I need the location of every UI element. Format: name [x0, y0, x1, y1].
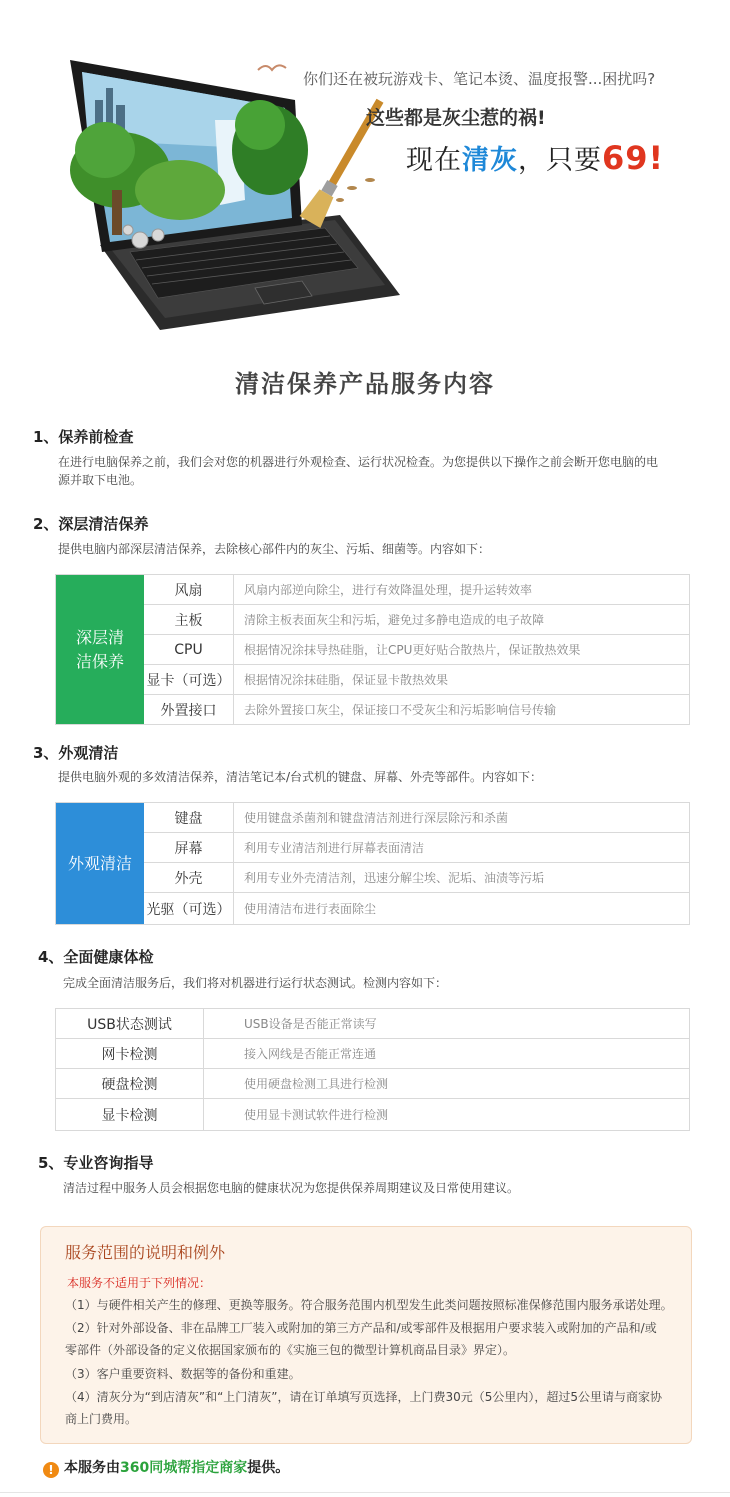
exterior-clean-table — [55, 802, 690, 925]
row-name: 主板 — [144, 605, 234, 634]
hero-offer-price: 69! — [602, 139, 665, 177]
deep-clean-side-label — [56, 575, 144, 724]
table-row — [144, 893, 689, 924]
row-name: 网卡检测 — [56, 1039, 204, 1068]
table-row — [144, 833, 689, 863]
table-row — [144, 575, 689, 605]
row-name: 显卡检测 — [56, 1099, 204, 1130]
row-value: 利用专业外壳清洁剂，迅速分解尘埃、泥垢、油渍等污垢 — [244, 871, 545, 885]
table-row — [56, 1039, 689, 1069]
row-name: 显卡（可选） — [144, 665, 234, 694]
notice-subtitle: 本服务不适用于下列情况： — [67, 1276, 212, 1290]
hero-offer-mid: ，只要 — [518, 145, 602, 176]
section-1-desc: 在进行电脑保养之前，我们会对您的机器进行外观检查、运行状况检查。为您提供以下操作之前会断开您电脑的电源并取下电池。 — [58, 455, 659, 487]
notice-item: （3）客户重要资料、数据等的备份和重建。 — [65, 1367, 301, 1381]
hero-offer-highlight: 清灰 — [462, 145, 518, 176]
hero-question: 你们还在被玩游戏卡、笔记本烫、温度报警...困扰吗? — [303, 70, 656, 88]
row-value: 接入网线是否能正常连通 — [244, 1047, 377, 1061]
section-3-desc: 提供电脑外观的多效清洁保养，清洁笔记本/台式机的键盘、屏幕、外壳等部件。内容如下： — [58, 770, 543, 784]
row-value: 清除主板表面灰尘和污垢，避免过多静电造成的电子故障 — [244, 613, 545, 627]
row-value: 使用清洁布进行表面除尘 — [244, 902, 377, 916]
footer-suffix: 提供。 — [247, 1460, 290, 1476]
table-row — [56, 1009, 689, 1039]
row-name: USB状态测试 — [56, 1009, 204, 1038]
deep-clean-table — [55, 574, 690, 725]
health-check-table — [55, 1008, 690, 1131]
notice-item: （1）与硬件相关产生的修理、更换等服务。符合服务范围内机型发生此类问题按照标准保修范围内服务承诺处理。 — [65, 1298, 673, 1312]
table-row — [144, 803, 689, 833]
footer-prefix: 本服务由 — [64, 1460, 120, 1476]
row-value: 使用显卡测试软件进行检测 — [244, 1108, 389, 1122]
exterior-side-label: 外观清洁 — [56, 803, 144, 924]
notice-item: （2）针对外部设备、非在品牌工厂装入或附加的第三方产品和/或零部件及根据用户要求装入或附加的产品和/或零部件（外部设备的定义依据国家颁布的《实施三包的微型计算机商品目录》界定）。 — [65, 1321, 657, 1357]
section-4-title: 4、全面健康体检 — [38, 948, 154, 966]
row-value: USB设备是否能正常读写 — [244, 1017, 377, 1031]
bottom-divider — [0, 1492, 730, 1493]
hero-banner — [0, 0, 730, 345]
deep-clean-side-line1: 深层清 — [75, 627, 124, 647]
section-4-desc: 完成全面清洁服务后，我们将对机器进行运行状态测试。检测内容如下： — [63, 976, 448, 990]
hero-offer-prefix: 现在 — [406, 145, 462, 176]
table-row — [144, 605, 689, 635]
row-name: 键盘 — [144, 803, 234, 832]
notice-item: （4）清灰分为“到店清灰”和“上门清灰”，请在订单填写页选择，上门费30元（5公里内），超过5公里请与商家协商上门费用。 — [65, 1390, 663, 1426]
row-name: 外壳 — [144, 863, 234, 892]
service-scope-notice — [40, 1226, 692, 1444]
warning-icon: ! — [43, 1462, 59, 1478]
deep-clean-side-line2: 洁保养 — [75, 651, 124, 671]
row-name: CPU — [144, 635, 234, 664]
row-value: 去除外置接口灰尘，保证接口不受灰尘和污垢影响信号传输 — [244, 703, 557, 717]
row-name: 光驱（可选） — [144, 893, 234, 924]
section-1-title: 1、保养前检查 — [33, 428, 134, 446]
service-provider-note — [43, 1457, 289, 1478]
section-5-title: 5、专业咨询指导 — [38, 1154, 154, 1172]
table-row — [144, 665, 689, 695]
row-value: 利用专业清洁剂进行屏幕表面清洁 — [244, 841, 425, 855]
table-row — [56, 1069, 689, 1099]
section-2-desc: 提供电脑内部深层清洁保养，去除核心部件内的灰尘、污垢、细菌等。内容如下： — [58, 542, 491, 556]
row-name: 风扇 — [144, 575, 234, 604]
table-row — [56, 1099, 689, 1130]
footer-merchant: 360同城帮指定商家 — [120, 1460, 248, 1476]
notice-title: 服务范围的说明和例外 — [65, 1243, 226, 1262]
hero-offer — [406, 138, 664, 177]
row-name: 外置接口 — [144, 695, 234, 724]
table-row — [144, 635, 689, 665]
section-5-desc: 清洁过程中服务人员会根据您电脑的健康状况为您提供保养周期建议及日常使用建议。 — [63, 1181, 520, 1195]
row-name: 屏幕 — [144, 833, 234, 862]
hero-cause: 这些都是灰尘惹的祸! — [366, 107, 546, 129]
row-value: 使用键盘杀菌剂和键盘清洁剂进行深层除污和杀菌 — [244, 811, 509, 825]
row-value: 根据情况涂抹硅脂，保证显卡散热效果 — [244, 673, 449, 687]
page-title: 清洁保养产品服务内容 — [235, 370, 495, 398]
table-row — [144, 695, 689, 724]
row-value: 根据情况涂抹导热硅脂，让CPU更好贴合散热片，保证散热效果 — [244, 643, 581, 657]
section-2-title: 2、深层清洁保养 — [33, 515, 149, 533]
row-value: 使用硬盘检测工具进行检测 — [244, 1077, 389, 1091]
section-3-title: 3、外观清洁 — [33, 744, 119, 762]
row-name: 硬盘检测 — [56, 1069, 204, 1098]
row-value: 风扇内部逆向除尘，进行有效降温处理，提升运转效率 — [244, 583, 533, 597]
table-row — [144, 863, 689, 893]
